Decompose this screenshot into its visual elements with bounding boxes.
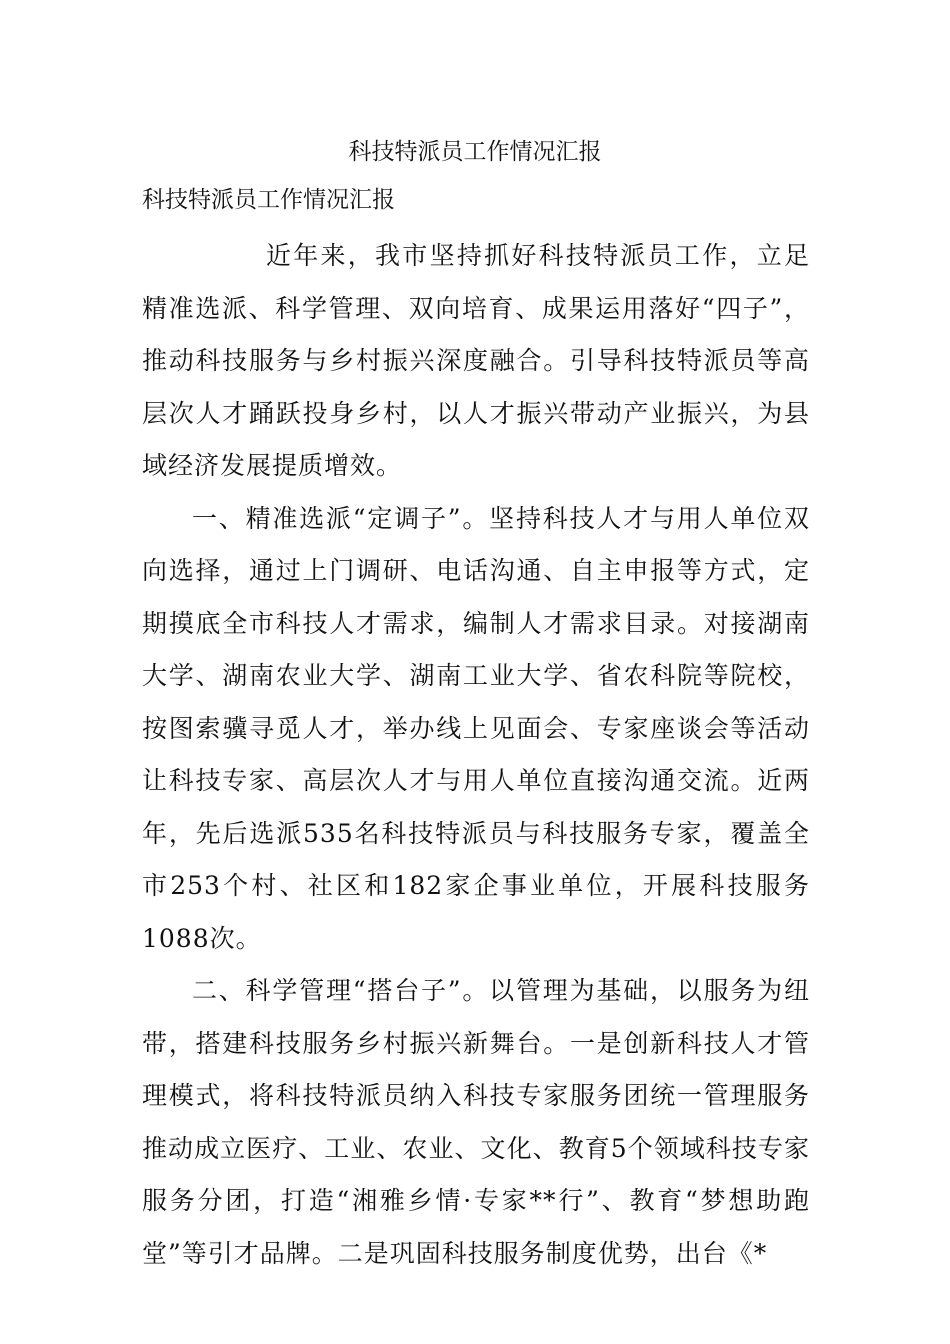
document-subtitle: 科技特派员工作情况汇报 (142, 187, 395, 213)
document-title: 科技特派员工作情况汇报 (348, 139, 602, 165)
section-two-paragraph: 二、科学管理“搭台子”。以管理为基础，以服务为纽带，搭建科技服务乡村振兴新舞台。一是创新科技人才管理模式，将科技特派员纳入科技专家服务团统一管理服务推动成立医疗、工业、农业、文化、教育5个领域科技专家服务分团，打造“湘雅乡情·专家**行”、教育“梦想助跑堂”等引才品牌。二是巩固科技服务制度优势，出台《* (142, 976, 810, 1268)
intro-paragraph: 近年来，我市坚持抓好科技特派员工作，立足精准选派、科学管理、双向培育、成果运用落好“四子”，推动科技服务与乡村振兴深度融合。引导科技特派员等高层次人才踊跃投身乡村，以人才振兴带动产业振兴，为县域经济发展提质增效。 (142, 241, 810, 480)
section-one-paragraph: 一、精准选派“定调子”。坚持科技人才与用人单位双向选择，通过上门调研、电话沟通、自主申报等方式，定期摸底全市科技人才需求，编制人才需求目录。对接湖南大学、湖南农业大学、湖南工业大学、省农科院等院校，按图索骥寻觅人才，举办线上见面会、专家座谈会等活动让科技专家、高层次人才与用人单位直接沟通交流。近两年，先后选派535名科技特派员与科技服务专家，覆盖全市253个村、社区和182家企事业单位，开展科技服务1088次。 (142, 503, 810, 953)
document-body (142, 230, 810, 1280)
